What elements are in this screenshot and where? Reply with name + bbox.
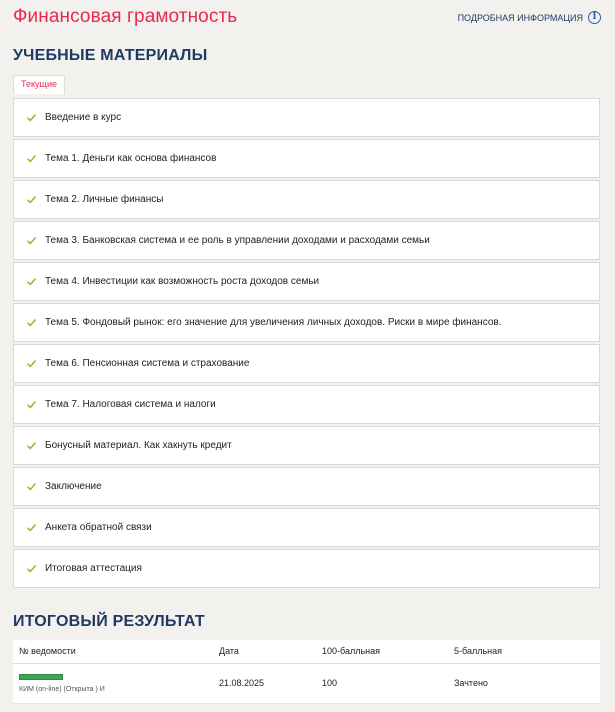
status-progress-bar <box>19 674 63 680</box>
material-label: Итоговая аттестация <box>45 563 142 574</box>
check-icon <box>26 522 37 533</box>
check-icon <box>26 276 37 287</box>
more-info-label: ПОДРОБНАЯ ИНФОРМАЦИЯ <box>457 12 583 23</box>
list-item[interactable] <box>13 385 600 424</box>
list-item[interactable] <box>13 508 600 547</box>
page-header <box>0 0 615 40</box>
column-header-date: Дата <box>213 640 316 663</box>
material-label: Тема 2. Личные финансы <box>45 194 164 205</box>
check-icon <box>26 194 37 205</box>
list-item[interactable] <box>13 426 600 465</box>
list-item[interactable] <box>13 180 600 219</box>
check-icon <box>26 563 37 574</box>
more-info-link[interactable] <box>458 11 601 24</box>
column-header-score-100: 100-балльная <box>316 640 448 663</box>
material-label: Тема 1. Деньги как основа финансов <box>45 153 217 164</box>
column-header-score-5: 5-балльная <box>448 640 600 663</box>
material-label: Тема 5. Фондовый рынок: его значение для увеличения личных доходов. Риски в мире финансов. <box>45 317 502 328</box>
list-item[interactable] <box>13 467 600 506</box>
materials-list <box>13 98 600 590</box>
course-title: Финансовая грамотность <box>13 6 238 27</box>
list-item[interactable] <box>13 98 600 137</box>
list-item[interactable] <box>13 549 600 588</box>
check-icon <box>26 153 37 164</box>
material-label: Заключение <box>45 481 102 492</box>
material-label: Тема 3. Банковская система и ее роль в управлении доходами и расходами семьи <box>45 235 430 246</box>
list-item[interactable] <box>13 139 600 178</box>
material-label: Тема 6. Пенсионная система и страхование <box>45 358 250 369</box>
check-icon <box>26 481 37 492</box>
results-heading: ИТОГОВЫЙ РЕЗУЛЬТАТ <box>13 613 205 630</box>
check-icon <box>26 440 37 451</box>
column-header-document: № ведомости <box>13 640 213 663</box>
material-label: Тема 4. Инвестиции как возможность роста доходов семьи <box>45 276 320 287</box>
materials-heading: УЧЕБНЫЕ МАТЕРИАЛЫ <box>13 47 208 64</box>
check-icon <box>26 317 37 328</box>
tab-current[interactable]: Текущие <box>13 75 65 94</box>
check-icon <box>26 358 37 369</box>
material-label: Бонусный материал. Как хакнуть кредит <box>45 440 232 451</box>
material-label: Тема 7. Налоговая система и налоги <box>45 399 216 410</box>
date-cell: 21.08.2025 <box>213 663 316 703</box>
check-icon <box>26 399 37 410</box>
score-100-cell: 100 <box>316 663 448 703</box>
document-label[interactable]: КИМ (on-line) (Открыта ) И <box>19 685 105 693</box>
score-5-cell: Зачтено <box>448 663 600 703</box>
document-cell <box>13 663 213 703</box>
material-label: Введение в курс <box>45 112 122 123</box>
info-icon: I <box>588 11 601 24</box>
materials-tabs <box>13 75 65 94</box>
list-item[interactable] <box>13 262 600 301</box>
results-table <box>13 640 600 704</box>
material-label: Анкета обратной связи <box>45 522 152 533</box>
list-item[interactable] <box>13 221 600 260</box>
table-header-row <box>13 640 600 663</box>
check-icon <box>26 235 37 246</box>
list-item[interactable] <box>13 344 600 383</box>
check-icon <box>26 112 37 123</box>
table-row <box>13 663 600 703</box>
list-item[interactable] <box>13 303 600 342</box>
